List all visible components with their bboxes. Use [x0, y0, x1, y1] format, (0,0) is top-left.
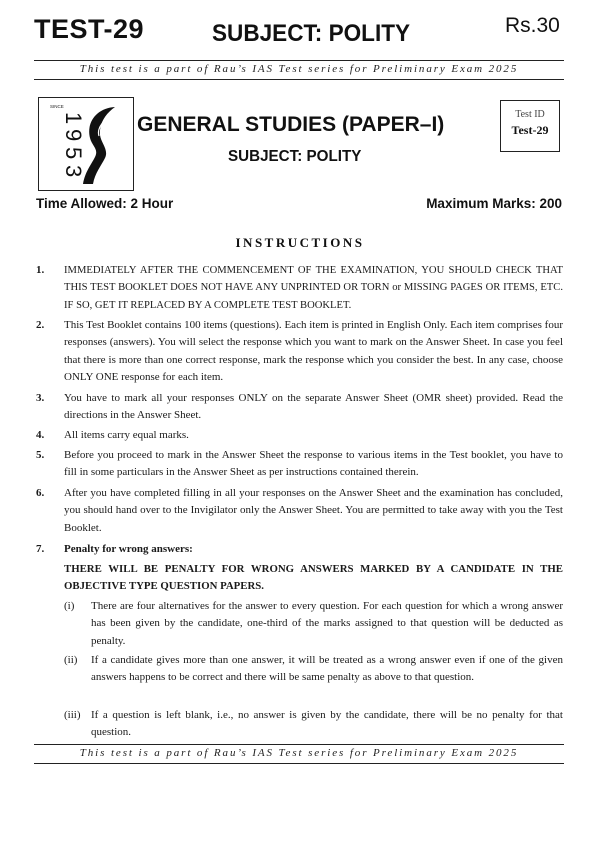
penalty-item [64, 598, 563, 650]
instruction-text: After you have completed filling in all your responses on the Answer Sheet and the examination has concluded, you should hand over to the Invigilator only the Answer Sheet. You are permitted to take away with you the Test Booklet. [64, 487, 563, 534]
logo-digit: 9 [61, 129, 86, 142]
footer-rule-top [34, 744, 564, 745]
logo-digit: 5 [61, 147, 86, 160]
header-rule-top [34, 60, 564, 61]
test-id-value: Test-29 [511, 123, 549, 137]
subject-heading: SUBJECT: POLITY [212, 20, 411, 47]
logo-emblem [83, 107, 115, 184]
maximum-marks: Maximum Marks: 200 [426, 196, 562, 211]
instruction-number: 7. [36, 543, 45, 555]
instruction-text: You have to mark all your responses ONLY on the separate Answer Sheet (OMR sheet) provided. Read the directions in the Answer Sheet. [64, 392, 563, 422]
instruction-number: 3. [36, 392, 45, 404]
time-allowed: Time Allowed: 2 Hour [36, 196, 174, 211]
footer-rule-bottom [34, 763, 564, 764]
instruction-item [36, 485, 563, 537]
instruction-item [36, 427, 563, 444]
instruction-item [36, 262, 563, 314]
logo-year [61, 112, 86, 177]
instruction-text: IMMEDIATELY AFTER THE COMMENCEMENT OF THE EXAMINATION, YOU SHOULD CHECK THAT THIS TEST BOOKLET DOES NOT HAVE ANY UNPRINTED OR TORN or MISSING PAGES OR ITEMS, ETC. IF SO, GET IT REPLACED BY A COMPLETE TEST BOOKLET. [64, 265, 563, 311]
penalty-item-text: If a question is left blank, i.e., no answer is given by the candidate, there will be no penalty for that question. [91, 709, 563, 739]
price-label: Rs.30 [505, 14, 560, 37]
penalty-item-number: (i) [64, 600, 75, 612]
instruction-number: 5. [36, 449, 45, 461]
paper-subject: SUBJECT: POLITY [228, 148, 362, 165]
instruction-item [36, 447, 563, 482]
instruction-number: 4. [36, 429, 45, 441]
instruction-item [36, 317, 563, 387]
penalty-item [64, 652, 563, 687]
instruction-number: 6. [36, 487, 45, 499]
series-line-top: This test is a part of Rau’s IAS Test series for Preliminary Exam 2025 [79, 63, 519, 75]
logo-digit: 1 [61, 112, 86, 125]
instruction-text: This Test Booklet contains 100 items (questions). Each item is printed in English Only. Each item comprises four responses (answers). You will select the response which you want to mark on the Answer Sheet. In case you feel that there is more than one correct response, mark the response which you consider the best. In any case, choose ONLY ONE response for each item. [64, 319, 563, 384]
penalty-item-number: (iii) [64, 709, 81, 721]
logo-since-text: SINCE [50, 104, 64, 109]
test-id-label: Test ID [515, 109, 545, 120]
penalty-item-number: (ii) [64, 654, 78, 666]
instruction-text: Before you proceed to mark in the Answer Sheet the response to various items in the Test booklet, you have to fill in some particulars in the Answer Sheet as per instructions contained therein. [64, 449, 563, 479]
instruction-item [36, 541, 563, 558]
instruction-text: Penalty for wrong answers: [64, 543, 193, 555]
header-rule-bottom [34, 79, 564, 80]
penalty-item-text: There are four alternatives for the answer to every question. For each question for which a wrong answer has been given by the candidate, one-third of the marks assigned to that question will be deducted as penalty. [91, 600, 563, 647]
instruction-text: All items carry equal marks. [64, 429, 189, 441]
institute-logo [38, 97, 134, 191]
paper-title: GENERAL STUDIES (PAPER–I) [137, 113, 445, 136]
penalty-statement: THERE WILL BE PENALTY FOR WRONG ANSWERS MARKED BY A CANDIDATE IN THE OBJECTIVE TYPE QUESTION PAPERS. [64, 563, 563, 593]
instruction-number: 2. [36, 319, 45, 331]
series-line-bottom: This test is a part of Rau’s IAS Test series for Preliminary Exam 2025 [79, 747, 519, 759]
instruction-item [36, 390, 563, 425]
instructions-heading: INSTRUCTIONS [235, 235, 365, 250]
penalty-item-text: If a candidate gives more than one answer, it will be treated as a wrong answer even if one of the given answers happens to be correct and there will be same penalty as above to that question. [91, 654, 563, 684]
instruction-number: 1. [36, 264, 45, 276]
logo-digit: 3 [61, 165, 86, 178]
penalty-item [64, 707, 563, 742]
test-number: TEST-29 [34, 14, 145, 44]
test-id-box [500, 100, 560, 152]
